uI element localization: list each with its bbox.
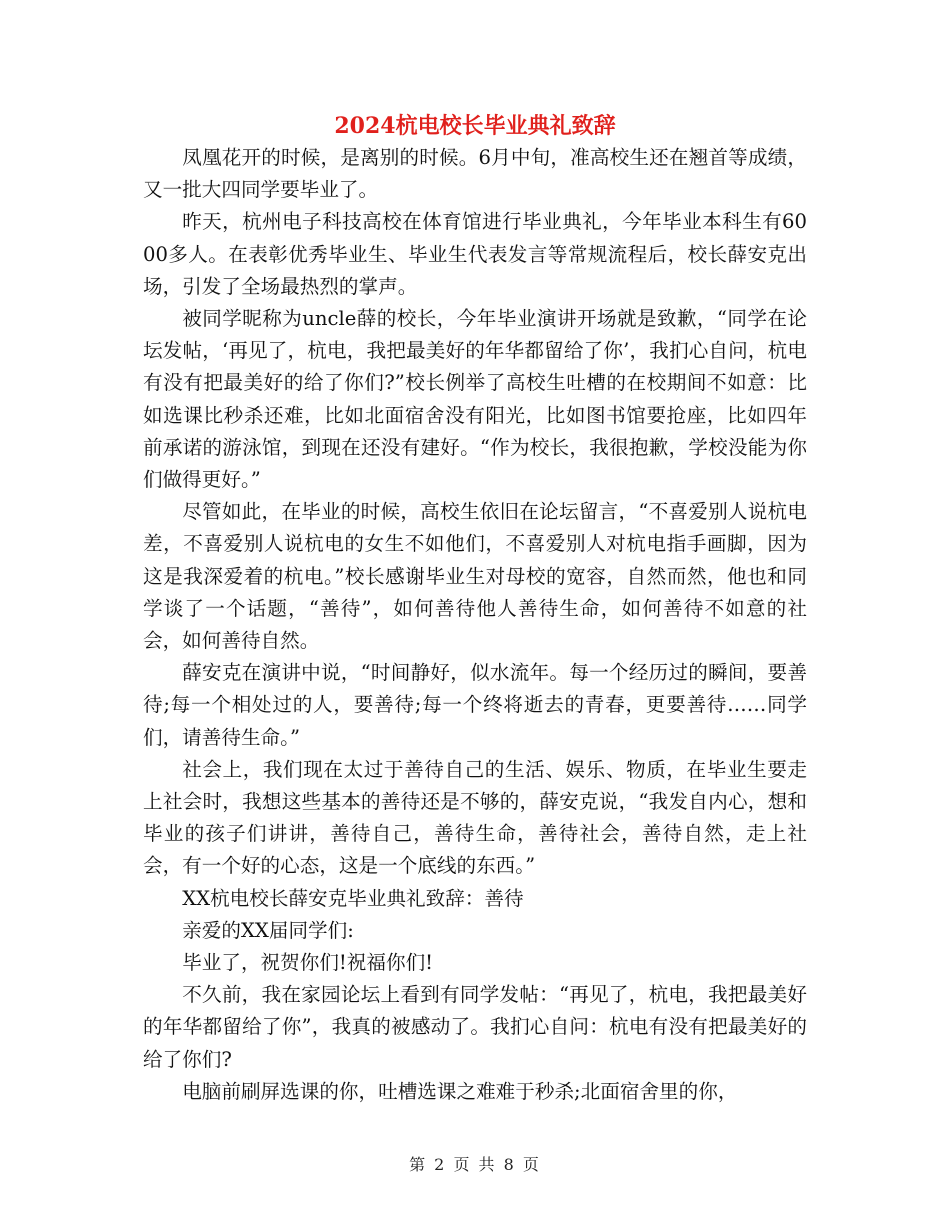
paragraph: 不久前，我在家园论坛上看到有同学发帖：“再见了，杭电，我把最美好的年华都留给了你”，我真的被感动了。我扪心自问：杭电有没有把最美好的给了你们? <box>143 983 807 1071</box>
paragraph: 昨天，杭州电子科技高校在体育馆进行毕业典礼，今年毕业本科生有6000多人。在表彰优秀毕业生、毕业生代表发言等常规流程后，校长薛安克出场，引发了全场最热烈的掌声。 <box>143 210 807 298</box>
page-footer: 第 2 页 共 8 页 <box>409 1155 541 1174</box>
paragraph: 毕业了，祝贺你们!祝福你们! <box>182 951 434 975</box>
paragraph: 薛安克在演讲中说，“时间静好，似水流年。每一个经历过的瞬间，要善待;每一个相处过的人，要善待;每一个终将逝去的青春，更要善待……同学们，请善待生命。” <box>143 661 807 749</box>
paragraph: 亲爱的XX届同学们: <box>182 918 354 942</box>
paragraph: 凤凰花开的时候，是离别的时候。6月中旬，准高校生还在翘首等成绩，又一批大四同学要毕业了。 <box>143 146 807 202</box>
paragraph: 被同学昵称为uncle薛的校长，今年毕业演讲开场就是致歉，“同学在论坛发帖，‘再见了，杭电，我把最美好的年华都留给了你’，我扪心自问，杭电有没有把最美好的给了你们?”校长例举了高校生吐槽的在校期间不如意：比如选课比秒杀还难，比如北面宿舍没有阳光，比如图书馆要抢座，比如四年前承诺的游泳馆，到现在还没有建好。“作为校长，我很抱歉，学校没能为你们做得更好。” <box>143 307 807 492</box>
paragraph: XX杭电校长薛安克毕业典礼致辞：善待 <box>182 886 524 910</box>
paragraph: 社会上，我们现在太过于善待自己的生活、娱乐、物质，在毕业生要走上社会时，我想这些基本的善待还是不够的，薛安克说，“我发自内心，想和毕业的孩子们讲讲，善待自己，善待生命，善待社会，善待自然，走上社会，有一个好的心态，这是一个底线的东西。” <box>143 757 807 878</box>
document-body <box>143 142 807 1108</box>
document-title: 2024杭电校长毕业典礼致辞 <box>334 113 616 139</box>
paragraph: 电脑前刷屏选课的你，吐槽选课之难难于秒杀;北面宿舍里的你， <box>182 1079 738 1103</box>
paragraph: 尽管如此，在毕业的时候，高校生依旧在论坛留言，“不喜爱别人说杭电差，不喜爱别人说杭电的女生不如他们，不喜爱别人对杭电指手画脚，因为这是我深爱着的杭电。”校长感谢毕业生对母校的宽容，自然而然，他也和同学谈了一个话题，“善待”，如何善待他人善待生命，如何善待不如意的社会，如何善待自然。 <box>143 500 807 653</box>
